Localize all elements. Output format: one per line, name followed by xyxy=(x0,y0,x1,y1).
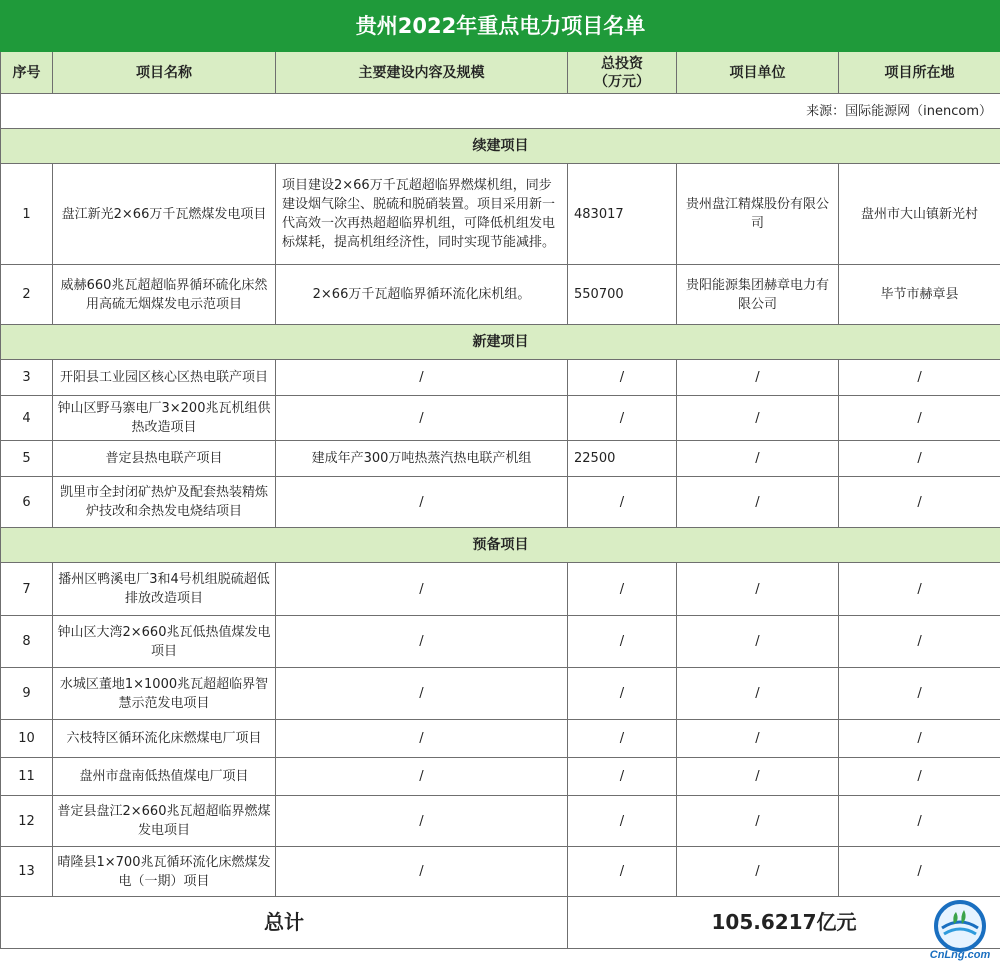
row-content: / xyxy=(276,477,568,528)
table-row xyxy=(1,164,1000,265)
total-label: 总计 xyxy=(1,897,568,949)
row-content: / xyxy=(276,616,568,668)
row-name: 开阳县工业园区核心区热电联产项目 xyxy=(53,360,276,396)
row-location: / xyxy=(839,396,1000,441)
row-location: / xyxy=(839,758,1000,796)
header-invest: 总投资 （万元） xyxy=(568,52,677,94)
row-content: / xyxy=(276,668,568,720)
table-row xyxy=(1,441,1000,477)
row-name: 播州区鸭溪电厂3和4号机组脱硫超低排放改造项目 xyxy=(53,563,276,616)
row-name: 水城区董地1×1000兆瓦超超临界智慧示范发电项目 xyxy=(53,668,276,720)
table-row xyxy=(1,265,1000,325)
row-invest: / xyxy=(568,563,677,616)
row-unit: / xyxy=(677,360,839,396)
row-invest: / xyxy=(568,847,677,897)
row-location: 盘州市大山镇新光村 xyxy=(839,164,1000,265)
table-row xyxy=(1,396,1000,441)
row-invest: 550700 xyxy=(568,265,677,325)
row-location: / xyxy=(839,477,1000,528)
row-location: / xyxy=(839,563,1000,616)
section-new: 新建项目 xyxy=(1,325,1000,360)
section-reserve: 预备项目 xyxy=(1,528,1000,563)
title-row xyxy=(1,1,1000,52)
total-row xyxy=(1,897,1000,949)
row-location: / xyxy=(839,796,1000,847)
row-name: 盘州市盘南低热值煤电厂项目 xyxy=(53,758,276,796)
row-unit: / xyxy=(677,396,839,441)
table-row xyxy=(1,477,1000,528)
row-invest: / xyxy=(568,616,677,668)
row-no: 3 xyxy=(1,360,53,396)
table-row xyxy=(1,360,1000,396)
row-location: / xyxy=(839,847,1000,897)
row-no: 7 xyxy=(1,563,53,616)
row-unit: / xyxy=(677,477,839,528)
row-name: 凯里市全封闭矿热炉及配套热装精炼炉技改和余热发电烧结项目 xyxy=(53,477,276,528)
row-no: 5 xyxy=(1,441,53,477)
row-name: 晴隆县1×700兆瓦循环流化床燃煤发电（一期）项目 xyxy=(53,847,276,897)
row-location: / xyxy=(839,441,1000,477)
row-location: 毕节市赫章县 xyxy=(839,265,1000,325)
row-content: 项目建设2×66万千瓦超超临界燃煤机组，同步建设烟气除尘、脱硫和脱硝装置。项目采用新一代高效一次再热超超临界机组，可降低机组发电标煤耗，提高机组经济性，同时实现节能减排。 xyxy=(276,164,568,265)
header-location: 项目所在地 xyxy=(839,52,1000,94)
row-unit: / xyxy=(677,563,839,616)
row-invest: / xyxy=(568,360,677,396)
table-row xyxy=(1,847,1000,897)
row-no: 13 xyxy=(1,847,53,897)
row-name: 威赫660兆瓦超超临界循环硫化床然用高硫无烟煤发电示范项目 xyxy=(53,265,276,325)
row-content: / xyxy=(276,396,568,441)
row-invest: / xyxy=(568,477,677,528)
row-name: 六枝特区循环流化床燃煤电厂项目 xyxy=(53,720,276,758)
row-unit: / xyxy=(677,758,839,796)
row-no: 8 xyxy=(1,616,53,668)
section-row xyxy=(1,528,1000,563)
section-row xyxy=(1,129,1000,164)
row-no: 6 xyxy=(1,477,53,528)
header-content: 主要建设内容及规模 xyxy=(276,52,568,94)
row-content: / xyxy=(276,847,568,897)
row-name: 普定县盘江2×660兆瓦超超临界燃煤发电项目 xyxy=(53,796,276,847)
header-row xyxy=(1,52,1000,94)
table-row xyxy=(1,668,1000,720)
row-no: 2 xyxy=(1,265,53,325)
row-invest: / xyxy=(568,720,677,758)
svg-text:CnLng.com: CnLng.com xyxy=(929,949,991,961)
row-no: 4 xyxy=(1,396,53,441)
table-title: 贵州2022年重点电力项目名单 xyxy=(1,1,1000,52)
row-location: / xyxy=(839,360,1000,396)
row-no: 12 xyxy=(1,796,53,847)
row-unit: / xyxy=(677,668,839,720)
row-invest: 483017 xyxy=(568,164,677,265)
row-unit: / xyxy=(677,796,839,847)
row-content: / xyxy=(276,360,568,396)
row-no: 10 xyxy=(1,720,53,758)
row-no: 9 xyxy=(1,668,53,720)
row-name: 钟山区野马寨电厂3×200兆瓦机组供热改造项目 xyxy=(53,396,276,441)
total-value: 105.6217亿元 xyxy=(568,897,1000,949)
table-row xyxy=(1,616,1000,668)
row-content: / xyxy=(276,563,568,616)
table-row xyxy=(1,720,1000,758)
row-unit: / xyxy=(677,720,839,758)
row-unit: 贵州盘江精煤股份有限公司 xyxy=(677,164,839,265)
header-unit: 项目单位 xyxy=(677,52,839,94)
row-invest: / xyxy=(568,396,677,441)
row-content: / xyxy=(276,758,568,796)
row-location: / xyxy=(839,616,1000,668)
row-unit: / xyxy=(677,847,839,897)
row-content: / xyxy=(276,796,568,847)
row-name: 盘江新光2×66万千瓦燃煤发电项目 xyxy=(53,164,276,265)
table-row xyxy=(1,563,1000,616)
row-invest: 22500 xyxy=(568,441,677,477)
row-name: 普定县热电联产项目 xyxy=(53,441,276,477)
row-no: 11 xyxy=(1,758,53,796)
source-note: 来源：国际能源网（inencom） xyxy=(1,94,1000,129)
table-row xyxy=(1,796,1000,847)
row-invest: / xyxy=(568,796,677,847)
row-content: 建成年产300万吨热蒸汽热电联产机组 xyxy=(276,441,568,477)
row-location: / xyxy=(839,668,1000,720)
header-name: 项目名称 xyxy=(53,52,276,94)
row-unit: / xyxy=(677,616,839,668)
header-seq: 序号 xyxy=(1,52,53,94)
row-content: / xyxy=(276,720,568,758)
row-no: 1 xyxy=(1,164,53,265)
table-row xyxy=(1,758,1000,796)
row-content: 2×66万千瓦超临界循环流化床机组。 xyxy=(276,265,568,325)
section-continuing: 续建项目 xyxy=(1,129,1000,164)
row-invest: / xyxy=(568,668,677,720)
row-unit: 贵阳能源集团赫章电力有限公司 xyxy=(677,265,839,325)
row-unit: / xyxy=(677,441,839,477)
row-location: / xyxy=(839,720,1000,758)
row-name: 钟山区大湾2×660兆瓦低热值煤发电项目 xyxy=(53,616,276,668)
source-row xyxy=(1,94,1000,129)
row-invest: / xyxy=(568,758,677,796)
cnlng-globe-logo xyxy=(928,898,992,962)
section-row xyxy=(1,325,1000,360)
